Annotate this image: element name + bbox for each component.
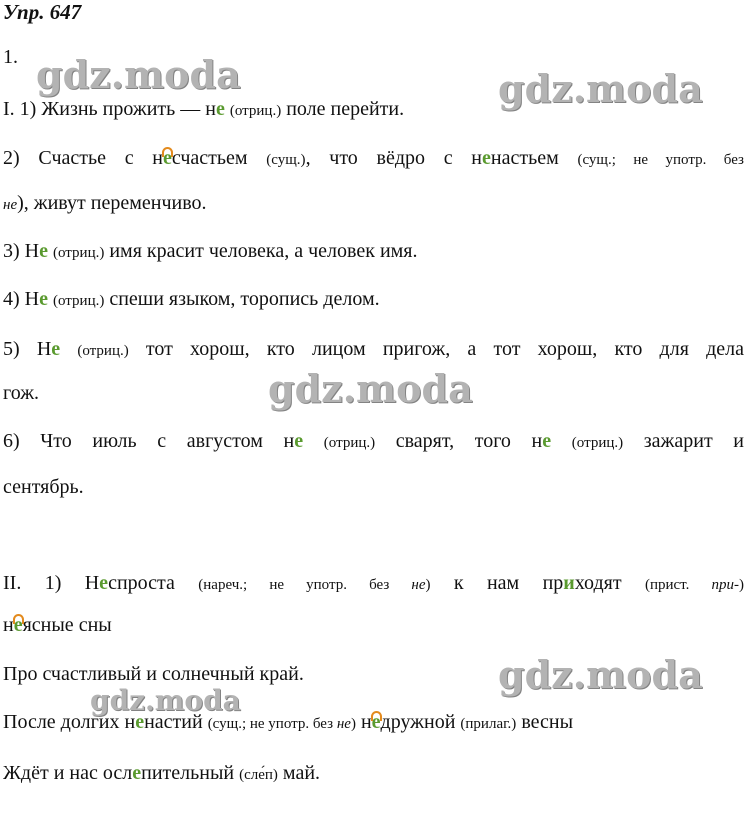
highlight-letter: е <box>482 147 491 169</box>
text: дружной <box>380 711 461 733</box>
watermark-logo: gdz.moda <box>36 52 241 97</box>
grammar-note: не <box>336 716 351 732</box>
grammar-note: (нареч.; не употр. без <box>198 577 412 593</box>
grammar-note: (сущ.; не употр. без <box>577 152 744 168</box>
grammar-note: (отриц.) <box>229 103 282 119</box>
grammar-note: не <box>411 577 426 593</box>
text: гож. <box>3 382 40 404</box>
grammar-note: ) <box>350 716 356 732</box>
text: ходят <box>574 572 645 594</box>
grammar-note: (сле́п) <box>239 767 278 783</box>
section-number: 1. <box>3 46 18 68</box>
text <box>303 430 324 452</box>
text: май. <box>277 762 321 784</box>
sentence-6-cont <box>3 474 744 500</box>
text: После долгих н <box>3 711 136 733</box>
unstressed-arc-mark <box>162 147 173 157</box>
sentence-2-cont <box>3 190 744 218</box>
highlight-letter: е <box>132 762 142 784</box>
text: н <box>355 711 372 733</box>
grammar-note: (прилаг.) <box>460 716 517 732</box>
text: имя красит человека, а человек имя. <box>104 240 418 262</box>
highlight-letter: е <box>39 240 48 262</box>
poem-line-1 <box>3 570 744 598</box>
highlight-letter: е <box>99 572 109 594</box>
letter: е <box>13 614 23 636</box>
highlight-letter <box>14 612 23 638</box>
highlight-letter: е <box>135 711 145 733</box>
text: ), живут переменчиво. <box>17 192 207 214</box>
sentence-3 <box>3 238 744 266</box>
text: 5) Н <box>3 338 52 360</box>
text: Про счастливый и солнечный край. <box>3 663 304 685</box>
highlight-letter: е <box>215 98 225 120</box>
text: I. 1) Жизнь прожить — н <box>3 98 216 120</box>
grammar-note: (отриц.) <box>77 343 129 359</box>
grammar-note: (отриц.) <box>53 293 105 309</box>
text: ясные сны <box>22 614 112 636</box>
text: настий <box>144 711 208 733</box>
watermark-logo: gdz.moda <box>90 684 241 717</box>
letter: е <box>163 147 172 169</box>
text: к нам пр <box>430 572 564 594</box>
text: спеши языком, торопись делом. <box>104 288 380 310</box>
sentence-5 <box>3 336 744 364</box>
sentence-4 <box>3 286 744 314</box>
grammar-note: (отриц.) <box>53 245 105 261</box>
letter: е <box>371 711 381 733</box>
text: поле перейти. <box>281 98 405 120</box>
grammar-note: (сущ.; не употр. без <box>207 716 337 732</box>
grammar-note: ) <box>738 577 744 593</box>
text: 3) Н <box>3 240 40 262</box>
sentence-2 <box>3 145 744 173</box>
sentence-6 <box>3 428 744 456</box>
grammar-note: при- <box>711 577 739 593</box>
text: 4) Н <box>3 288 40 310</box>
text: Ждёт и нас осл <box>3 762 133 784</box>
text: зажарит и <box>623 430 745 452</box>
text: , что вёдро с н <box>305 147 483 169</box>
watermark-logo: gdz.moda <box>498 66 703 111</box>
text: весны <box>516 711 574 733</box>
grammar-note: ) <box>425 577 431 593</box>
poem-line-1-cont <box>3 612 744 638</box>
text: 2) Счастье с н <box>3 147 163 169</box>
text <box>551 430 572 452</box>
highlight-letter <box>163 145 172 171</box>
grammar-note: (отриц.) <box>571 435 624 451</box>
grammar-note: не <box>3 197 18 213</box>
text: спроста <box>108 572 199 594</box>
grammar-note: (отриц.) <box>323 435 376 451</box>
text <box>60 338 77 360</box>
text: 6) Что июль с августом н <box>3 430 295 452</box>
text: н <box>3 614 14 636</box>
highlight-letter: е <box>39 288 48 310</box>
highlight-letter: е <box>294 430 304 452</box>
unstressed-arc-mark <box>13 614 24 624</box>
grammar-note: (прист. <box>644 577 712 593</box>
poem-line-4 <box>3 760 744 788</box>
highlight-letter: и <box>563 572 575 594</box>
text: II. 1) Н <box>3 572 100 594</box>
watermark-logo: gdz.moda <box>268 366 473 411</box>
text: настьем <box>490 147 578 169</box>
grammar-note: (сущ.) <box>266 152 306 168</box>
highlight-letter: е <box>51 338 61 360</box>
text: тот хорош, кто лицом пригож, а тот хорош, кто для дела <box>128 338 745 360</box>
text: счастьем <box>171 147 267 169</box>
text: сварят, того н <box>375 430 543 452</box>
highlight-letter: е <box>542 430 552 452</box>
text: сентябрь. <box>3 476 84 498</box>
unstressed-arc-mark <box>371 711 382 721</box>
text: пительный <box>141 762 240 784</box>
exercise-title: Упр. 647 <box>3 0 82 24</box>
watermark-logo: gdz.moda <box>498 652 703 697</box>
highlight-letter <box>372 709 381 735</box>
